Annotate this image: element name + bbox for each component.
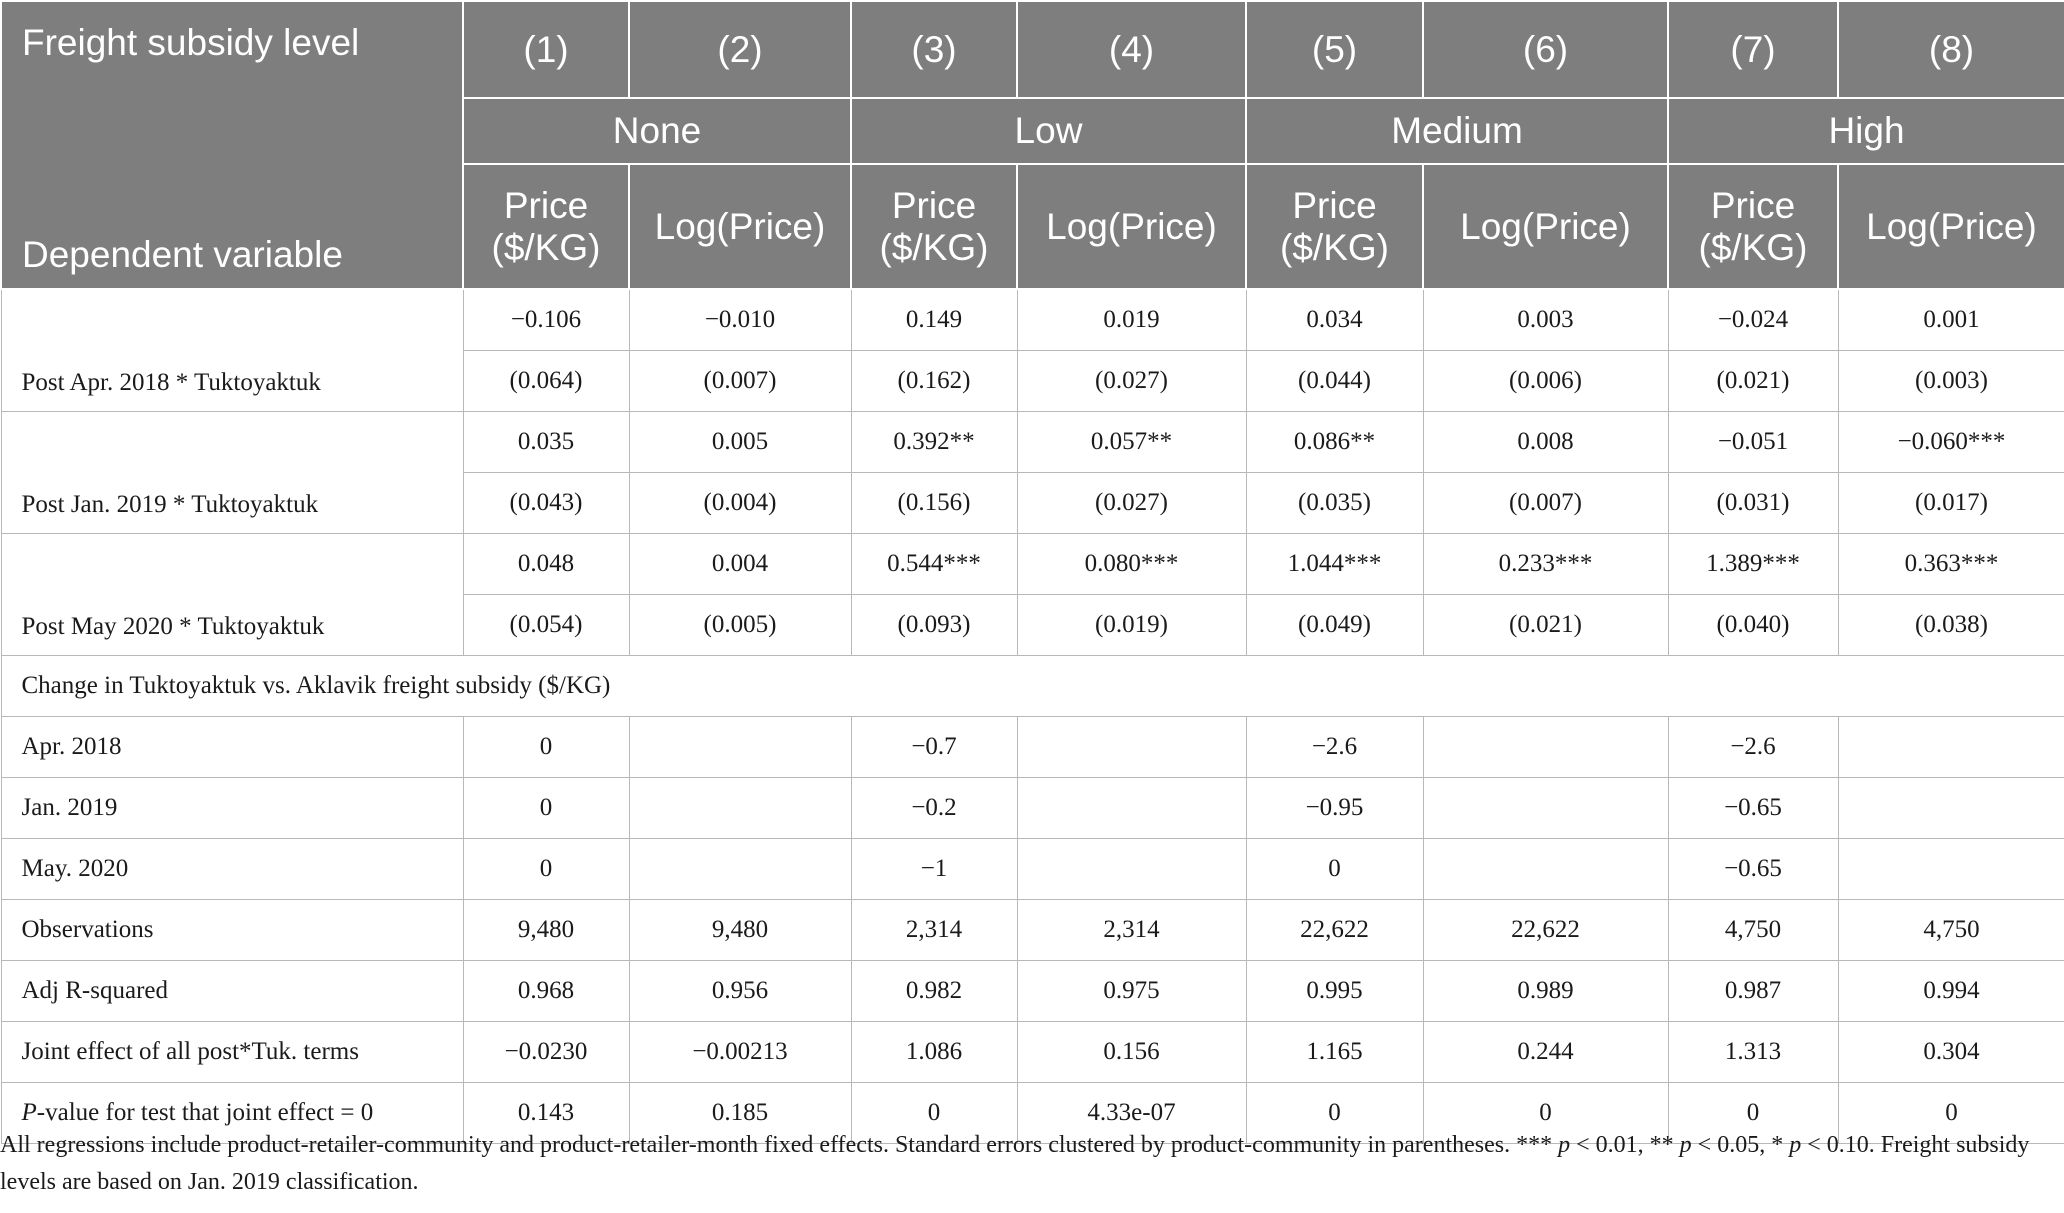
subsidy-row-apr-2018	[1, 717, 2064, 778]
freight-subsidy-level-label: Freight subsidy level	[1, 1, 463, 98]
coef-cell: 0.363***	[1838, 534, 2064, 595]
value-cell	[629, 839, 851, 900]
row-label: Jan. 2019	[1, 778, 463, 839]
value-cell: 0	[463, 839, 629, 900]
value-cell: −2.6	[1668, 717, 1838, 778]
value-cell: −0.2	[851, 778, 1017, 839]
se-cell: (0.064)	[463, 351, 629, 412]
se-cell: (0.005)	[629, 595, 851, 656]
value-cell: 0	[1668, 1083, 1838, 1144]
value-cell: −0.7	[851, 717, 1017, 778]
value-cell: 0.995	[1246, 961, 1423, 1022]
header-row-column-numbers	[1, 1, 2064, 98]
se-cell: (0.040)	[1668, 595, 1838, 656]
value-cell: 4,750	[1668, 900, 1838, 961]
coef-cell: 0.035	[463, 412, 629, 473]
value-cell: 0.987	[1668, 961, 1838, 1022]
se-cell: (0.044)	[1246, 351, 1423, 412]
column-number: (6)	[1423, 1, 1668, 98]
se-cell: (0.049)	[1246, 595, 1423, 656]
se-cell: (0.156)	[851, 473, 1017, 534]
value-cell: 0	[463, 717, 629, 778]
coef-cell: −0.010	[629, 289, 851, 351]
row-label: Post Jan. 2019 * Tuktoyaktuk	[1, 412, 463, 534]
stat-row-joint-effect	[1, 1022, 2064, 1083]
row-label: P-value for test that joint effect = 0	[1, 1083, 463, 1144]
value-cell: 0.244	[1423, 1022, 1668, 1083]
se-cell: (0.006)	[1423, 351, 1668, 412]
column-number: (1)	[463, 1, 629, 98]
value-cell	[1838, 839, 2064, 900]
value-cell: 4,750	[1838, 900, 2064, 961]
value-cell: −0.65	[1668, 778, 1838, 839]
coef-cell: −0.051	[1668, 412, 1838, 473]
value-cell: −0.95	[1246, 778, 1423, 839]
value-cell: 0.982	[851, 961, 1017, 1022]
header-row-dependent-variable	[1, 164, 2064, 289]
value-cell	[1838, 717, 2064, 778]
group-low: Low	[851, 98, 1246, 164]
coef-cell: 0.057**	[1017, 412, 1246, 473]
column-number: (4)	[1017, 1, 1246, 98]
value-cell: −2.6	[1246, 717, 1423, 778]
value-cell	[1017, 717, 1246, 778]
coef-cell: 0.149	[851, 289, 1017, 351]
value-cell: 0	[1246, 1083, 1423, 1144]
se-cell: (0.003)	[1838, 351, 2064, 412]
coef-cell: 0.019	[1017, 289, 1246, 351]
se-cell: (0.007)	[1423, 473, 1668, 534]
group-none: None	[463, 98, 851, 164]
value-cell: 0.304	[1838, 1022, 2064, 1083]
price-header: Price ($/KG)	[463, 164, 629, 289]
row-label: Observations	[1, 900, 463, 961]
value-cell: 1.086	[851, 1022, 1017, 1083]
se-cell: (0.007)	[629, 351, 851, 412]
stat-row-adj-r-squared	[1, 961, 2064, 1022]
se-cell: (0.027)	[1017, 351, 1246, 412]
value-cell: 0	[463, 778, 629, 839]
coef-cell: 0.004	[629, 534, 851, 595]
value-cell: 0.185	[629, 1083, 851, 1144]
value-cell: 0	[1838, 1083, 2064, 1144]
coef-cell: 0.048	[463, 534, 629, 595]
value-cell	[1423, 778, 1668, 839]
se-cell: (0.031)	[1668, 473, 1838, 534]
coef-row-may-2020	[1, 534, 2064, 595]
header-blank-cell	[1, 98, 463, 164]
column-number: (5)	[1246, 1, 1423, 98]
value-cell: 2,314	[851, 900, 1017, 961]
se-cell: (0.021)	[1423, 595, 1668, 656]
coef-cell: −0.060***	[1838, 412, 2064, 473]
value-cell	[1017, 778, 1246, 839]
row-label: Adj R-squared	[1, 961, 463, 1022]
price-header: Price ($/KG)	[851, 164, 1017, 289]
value-cell: −0.0230	[463, 1022, 629, 1083]
coef-row-apr-2018	[1, 289, 2064, 351]
group-medium: Medium	[1246, 98, 1668, 164]
log-price-header: Log(Price)	[1423, 164, 1668, 289]
se-cell: (0.093)	[851, 595, 1017, 656]
value-cell: −0.65	[1668, 839, 1838, 900]
value-cell: 9,480	[629, 900, 851, 961]
value-cell: 9,480	[463, 900, 629, 961]
value-cell: 0.143	[463, 1083, 629, 1144]
se-cell: (0.021)	[1668, 351, 1838, 412]
column-number: (3)	[851, 1, 1017, 98]
se-cell: (0.043)	[463, 473, 629, 534]
value-cell: 0	[1423, 1083, 1668, 1144]
coef-cell: 0.008	[1423, 412, 1668, 473]
stat-row-observations	[1, 900, 2064, 961]
subsidy-row-may-2020	[1, 839, 2064, 900]
se-cell: (0.162)	[851, 351, 1017, 412]
value-cell: 22,622	[1246, 900, 1423, 961]
coef-cell: 0.080***	[1017, 534, 1246, 595]
coef-cell: 0.005	[629, 412, 851, 473]
row-label: May. 2020	[1, 839, 463, 900]
table-footnote: All regressions include product-retailer-community and product-retailer-month fixed effects. Standard errors clustered by product-community in parentheses. *** p < 0.01, ** p < 0.05, * p < 0.10. Freight subsidy levels are based on Jan. 2019 classification.	[0, 1132, 2030, 1195]
value-cell: 0	[1246, 839, 1423, 900]
value-cell	[1838, 778, 2064, 839]
coef-cell: −0.106	[463, 289, 629, 351]
row-label: Post May 2020 * Tuktoyaktuk	[1, 534, 463, 656]
coef-cell: 0.003	[1423, 289, 1668, 351]
subsidy-row-jan-2019	[1, 778, 2064, 839]
row-label: Post Apr. 2018 * Tuktoyaktuk	[1, 289, 463, 412]
column-number: (2)	[629, 1, 851, 98]
coef-cell: 0.544***	[851, 534, 1017, 595]
se-cell: (0.054)	[463, 595, 629, 656]
row-label: Joint effect of all post*Tuk. terms	[1, 1022, 463, 1083]
column-number: (7)	[1668, 1, 1838, 98]
subsidy-section-label: Change in Tuktoyaktuk vs. Aklavik freight subsidy ($/KG)	[1, 656, 2064, 717]
value-cell	[629, 778, 851, 839]
column-number: (8)	[1838, 1, 2064, 98]
coef-cell: 1.389***	[1668, 534, 1838, 595]
se-cell: (0.035)	[1246, 473, 1423, 534]
log-price-header: Log(Price)	[1017, 164, 1246, 289]
value-cell: 0.994	[1838, 961, 2064, 1022]
se-cell: (0.004)	[629, 473, 851, 534]
price-header: Price ($/KG)	[1246, 164, 1423, 289]
log-price-header: Log(Price)	[629, 164, 851, 289]
value-cell: 4.33e-07	[1017, 1083, 1246, 1144]
coef-cell: 0.086**	[1246, 412, 1423, 473]
se-cell: (0.027)	[1017, 473, 1246, 534]
dependent-variable-label: Dependent variable	[1, 164, 463, 289]
value-cell	[629, 717, 851, 778]
value-cell: 0.968	[463, 961, 629, 1022]
coef-cell: −0.024	[1668, 289, 1838, 351]
value-cell: 0	[851, 1083, 1017, 1144]
value-cell: 0.975	[1017, 961, 1246, 1022]
coef-cell: 0.001	[1838, 289, 2064, 351]
value-cell	[1423, 717, 1668, 778]
value-cell: 0.956	[629, 961, 851, 1022]
log-price-header: Log(Price)	[1838, 164, 2064, 289]
value-cell: 22,622	[1423, 900, 1668, 961]
value-cell: 0.989	[1423, 961, 1668, 1022]
coef-cell: 1.044***	[1246, 534, 1423, 595]
subsidy-section-row	[1, 656, 2064, 717]
se-cell: (0.019)	[1017, 595, 1246, 656]
value-cell: 0.156	[1017, 1022, 1246, 1083]
row-label: Apr. 2018	[1, 717, 463, 778]
header-row-subsidy-groups	[1, 98, 2064, 164]
coef-cell: 0.034	[1246, 289, 1423, 351]
se-cell: (0.038)	[1838, 595, 2064, 656]
group-high: High	[1668, 98, 2064, 164]
coef-cell: 0.392**	[851, 412, 1017, 473]
se-cell: (0.017)	[1838, 473, 2064, 534]
value-cell: −0.00213	[629, 1022, 851, 1083]
value-cell	[1423, 839, 1668, 900]
value-cell: −1	[851, 839, 1017, 900]
coef-cell: 0.233***	[1423, 534, 1668, 595]
coef-row-jan-2019	[1, 412, 2064, 473]
value-cell: 1.165	[1246, 1022, 1423, 1083]
value-cell: 1.313	[1668, 1022, 1838, 1083]
price-header: Price ($/KG)	[1668, 164, 1838, 289]
value-cell: 2,314	[1017, 900, 1246, 961]
value-cell	[1017, 839, 1246, 900]
